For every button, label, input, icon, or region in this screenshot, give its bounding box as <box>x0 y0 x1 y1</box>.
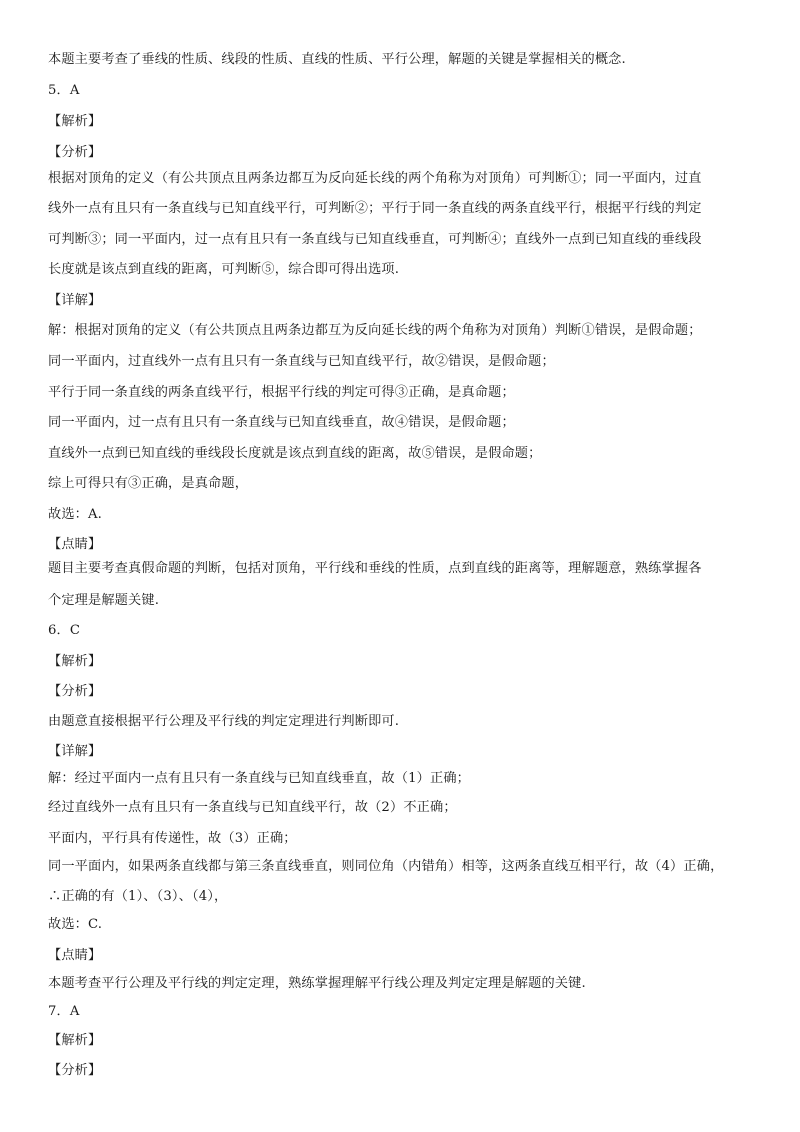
text-line: 【解析】 <box>48 654 102 669</box>
text-line: 解：根据对顶角的定义（有公共顶点且两条边都互为反向延长线的两个角称为对顶角）判断①错误，是假命题； <box>48 323 702 338</box>
text-line: 题目主要考查真假命题的判断，包括对顶角，平行线和垂线的性质，点到直线的距离等，理解题意，熟练掌握各 <box>48 561 702 576</box>
text-line: 【分析】 <box>48 1063 102 1078</box>
text-line: 【分析】 <box>48 145 102 160</box>
text-line: 长度就是该点到直线的距离，可判断⑤，综合即可得出选项. <box>48 262 400 277</box>
text-line: 故选：C. <box>48 917 103 932</box>
text-line: 同一平面内，过直线外一点有且只有一条直线与已知直线平行，故②错误，是假命题； <box>48 354 555 369</box>
text-line: 解：经过平面内一点有且只有一条直线与已知直线垂直，故（1）正确； <box>48 771 470 786</box>
text-line: 故选：A. <box>48 507 103 522</box>
text-line: 【点睛】 <box>48 537 102 552</box>
text-line: 同一平面内，过一点有且只有一条直线与已知直线垂直，故④错误，是假命题； <box>48 415 515 430</box>
text-line: 直线外一点到已知直线的垂线段长度就是该点到直线的距离，故⑤错误，是假命题； <box>48 446 542 461</box>
text-line: 6．C <box>48 623 81 638</box>
text-line: 【详解】 <box>48 293 102 308</box>
text-line: ∴正确的有（1）、（3）、（4）， <box>48 889 228 904</box>
text-line: 经过直线外一点有且只有一条直线与已知直线平行，故（2）不正确； <box>48 800 457 815</box>
text-line: 5．A <box>48 83 80 98</box>
text-line: 线外一点有且只有一条直线与已知直线平行，可判断②；平行于同一条直线的两条直线平行，根据平行线的判定 <box>48 201 702 216</box>
text-line: 7．A <box>48 1004 80 1019</box>
text-line: 本题考查平行公理及平行线的判定定理，熟练掌握理解平行线公理及判定定理是解题的关键. <box>48 976 586 991</box>
text-line: 可判断③；同一平面内，过一点有且只有一条直线与已知直线垂直，可判断④；直线外一点到已知直线的垂线段 <box>48 232 702 247</box>
text-line: 【解析】 <box>48 1033 102 1048</box>
text-line: 综上可得只有③正确，是真命题， <box>48 476 249 491</box>
text-line: 平行于同一条直线的两条直线平行，根据平行线的判定可得③正确，是真命题； <box>48 385 515 400</box>
text-line: 本题主要考查了垂线的性质、线段的性质、直线的性质、平行公理，解题的关键是掌握相关的概念. <box>48 52 626 67</box>
text-line: 平面内，平行具有传递性，故（3）正确； <box>48 831 297 846</box>
text-line: 由题意直接根据平行公理及平行线的判定定理进行判断即可. <box>48 714 400 729</box>
text-line: 根据对顶角的定义（有公共顶点且两条边都互为反向延长线的两个角称为对顶角）可判断①；同一平面内，过直 <box>48 171 702 186</box>
text-line: 【分析】 <box>48 684 102 699</box>
text-line: 个定理是解题关键. <box>48 593 160 608</box>
text-line: 【点睛】 <box>48 948 102 963</box>
text-line: 【详解】 <box>48 744 102 759</box>
text-line: 【解析】 <box>48 114 102 129</box>
text-line: 同一平面内，如果两条直线都与第三条直线垂直，则同位角（内错角）相等，这两条直线互相平行，故（4）正确， <box>48 859 724 874</box>
